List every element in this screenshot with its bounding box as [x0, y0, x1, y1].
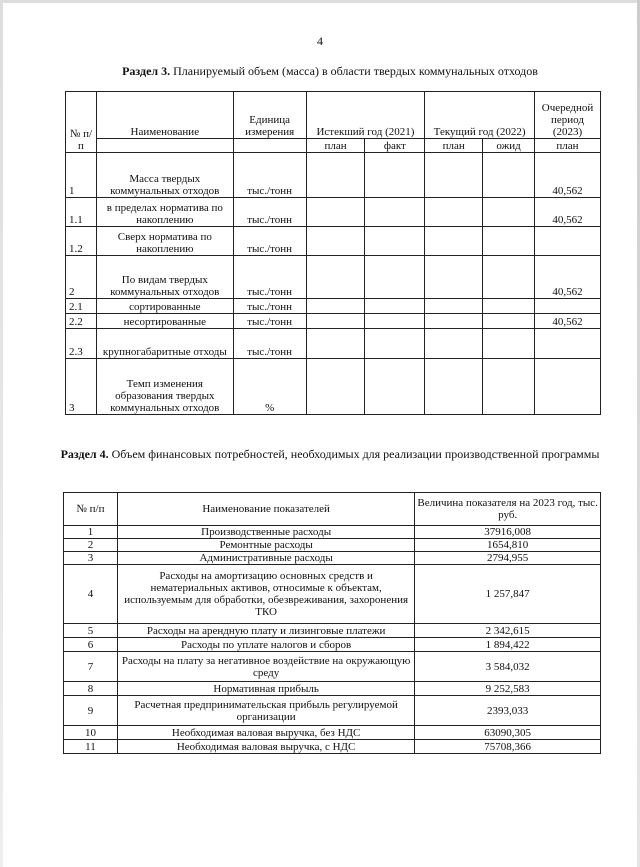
header-current-year: Текущий год (2022) [425, 92, 535, 139]
cell-empty [425, 198, 483, 227]
table-row [64, 652, 601, 682]
row-unit: % [233, 359, 306, 415]
section4-title-label: Раздел 4. [60, 447, 109, 461]
table-row [64, 682, 601, 696]
table-row [64, 740, 601, 754]
row-name: крупногабаритные отходы [96, 329, 233, 359]
cell-empty [425, 227, 483, 256]
row-num: 3 [64, 552, 118, 565]
row-value: 1 257,847 [415, 565, 601, 624]
section3-table [65, 91, 601, 415]
table-row [66, 314, 601, 329]
table-row [66, 153, 601, 198]
cell-empty [365, 299, 425, 314]
row-name: Расходы на амортизацию основных средств и нематериальных активов, относимые к объектам, используемым для обработки, обезвреживания, захоронения ТКО [117, 565, 414, 624]
row-num: 1 [64, 526, 118, 539]
cell-empty [483, 256, 535, 299]
table-row [66, 227, 601, 256]
row-unit: тыс./тонн [233, 153, 306, 198]
table-row [64, 624, 601, 638]
row-name: Масса твердых коммунальных отходов [96, 153, 233, 198]
row-unit: тыс./тонн [233, 299, 306, 314]
row-num: 6 [64, 638, 118, 652]
scan-edge-top [0, 0, 640, 3]
row-unit: тыс./тонн [233, 198, 306, 227]
row-num: 1 [66, 153, 97, 198]
row-name: Расходы по уплате налогов и сборов [117, 638, 414, 652]
row-next-plan: 40,562 [534, 198, 600, 227]
row-num: 2 [66, 256, 97, 299]
subheader-fact: факт [365, 139, 425, 153]
table-row [64, 526, 601, 539]
row-value: 1 894,422 [415, 638, 601, 652]
cell-empty [306, 153, 365, 198]
table-row [64, 539, 601, 552]
row-next-plan [534, 329, 600, 359]
section3-title [60, 64, 600, 79]
row-name: Нормативная прибыль [117, 682, 414, 696]
row-num: 2.3 [66, 329, 97, 359]
cell-empty [306, 227, 365, 256]
cell-empty [425, 299, 483, 314]
header-expired-year: Истекший год (2021) [306, 92, 425, 139]
row-name: Административные расходы [117, 552, 414, 565]
row-num: 11 [64, 740, 118, 754]
subheader-plan: план [534, 139, 600, 153]
row-unit: тыс./тонн [233, 314, 306, 329]
row-num: 4 [64, 565, 118, 624]
table-row [66, 198, 601, 227]
row-name: По видам твердых коммунальных отходов [96, 256, 233, 299]
cell-empty [306, 314, 365, 329]
row-value: 37916,008 [415, 526, 601, 539]
row-name: Расчетная предпринимательская прибыль регулируемой организации [117, 696, 414, 726]
row-next-plan: 40,562 [534, 314, 600, 329]
row-num: 3 [66, 359, 97, 415]
cell-empty [425, 153, 483, 198]
row-value: 75708,366 [415, 740, 601, 754]
header-name-blank [96, 139, 233, 153]
row-name: Производственные расходы [117, 526, 414, 539]
row-next-plan: 40,562 [534, 256, 600, 299]
row-unit: тыс./тонн [233, 256, 306, 299]
row-num: 2.1 [66, 299, 97, 314]
header-value: Величина показателя на 2023 год, тыс. руб. [415, 493, 601, 526]
row-unit: тыс./тонн [233, 227, 306, 256]
cell-empty [425, 329, 483, 359]
cell-empty [483, 299, 535, 314]
table-row [64, 638, 601, 652]
cell-empty [365, 153, 425, 198]
cell-empty [306, 359, 365, 415]
table-row [64, 552, 601, 565]
table-row [66, 299, 601, 314]
row-value: 9 252,583 [415, 682, 601, 696]
cell-empty [483, 153, 535, 198]
row-name: в пределах норматива по накоплению [96, 198, 233, 227]
row-name: Необходимая валовая выручка, без НДС [117, 726, 414, 740]
cell-empty [306, 198, 365, 227]
table-row [64, 696, 601, 726]
row-num: 1.2 [66, 227, 97, 256]
row-name: несортированные [96, 314, 233, 329]
section4-table [63, 492, 601, 754]
row-value: 2 342,615 [415, 624, 601, 638]
row-value: 2794,955 [415, 552, 601, 565]
row-next-plan [534, 359, 600, 415]
header-next-period: Очередной период (2023) [534, 92, 600, 139]
row-name: сортированные [96, 299, 233, 314]
row-num: 7 [64, 652, 118, 682]
row-num: 2.2 [66, 314, 97, 329]
section4-title-text: Объем финансовых потребностей, необходимых для реализации производственной программы [108, 447, 600, 461]
table-row [64, 726, 601, 740]
table-row [66, 256, 601, 299]
header-num: № п/п [64, 493, 118, 526]
table-row [66, 329, 601, 359]
cell-empty [425, 359, 483, 415]
row-name: Ремонтные расходы [117, 539, 414, 552]
row-value: 1654,810 [415, 539, 601, 552]
row-num: 1.1 [66, 198, 97, 227]
row-num: 2 [64, 539, 118, 552]
cell-empty [365, 256, 425, 299]
table-row [66, 359, 601, 415]
row-next-plan: 40,562 [534, 153, 600, 198]
cell-empty [365, 198, 425, 227]
row-num: 9 [64, 696, 118, 726]
row-next-plan [534, 227, 600, 256]
section3-title-text: Планируемый объем (масса) в области твердых коммунальных отходов [170, 64, 538, 78]
subheader-plan: план [306, 139, 365, 153]
cell-empty [483, 314, 535, 329]
cell-empty [306, 329, 365, 359]
header-unit-blank [233, 139, 306, 153]
cell-empty [306, 256, 365, 299]
row-name: Необходимая валовая выручка, с НДС [117, 740, 414, 754]
cell-empty [483, 329, 535, 359]
row-name: Сверх норматива по накоплению [96, 227, 233, 256]
scan-edge-left [0, 0, 3, 867]
section3-title-label: Раздел 3. [122, 64, 171, 78]
subheader-expected: ожид [483, 139, 535, 153]
cell-empty [425, 314, 483, 329]
cell-empty [483, 198, 535, 227]
cell-empty [483, 227, 535, 256]
page-number: 4 [317, 34, 323, 48]
row-unit: тыс./тонн [233, 329, 306, 359]
row-value: 2393,033 [415, 696, 601, 726]
cell-empty [365, 329, 425, 359]
cell-empty [425, 256, 483, 299]
cell-empty [365, 359, 425, 415]
row-name: Темп изменения образования твердых коммунальных отходов [96, 359, 233, 415]
header-name: Наименование [96, 92, 233, 139]
row-next-plan [534, 299, 600, 314]
row-num: 10 [64, 726, 118, 740]
header-unit: Единица измерения [233, 92, 306, 139]
row-name: Расходы на арендную плату и лизинговые платежи [117, 624, 414, 638]
subheader-plan: план [425, 139, 483, 153]
row-value: 3 584,032 [415, 652, 601, 682]
row-num: 8 [64, 682, 118, 696]
row-num: 5 [64, 624, 118, 638]
cell-empty [306, 299, 365, 314]
row-value: 63090,305 [415, 726, 601, 740]
header-num: № п/п [66, 92, 97, 153]
cell-empty [483, 359, 535, 415]
cell-empty [365, 227, 425, 256]
header-name: Наименование показателей [117, 493, 414, 526]
cell-empty [365, 314, 425, 329]
row-name: Расходы на плату за негативное воздействие на окружающую среду [117, 652, 414, 682]
table-row [64, 565, 601, 624]
section4-title [60, 446, 600, 462]
